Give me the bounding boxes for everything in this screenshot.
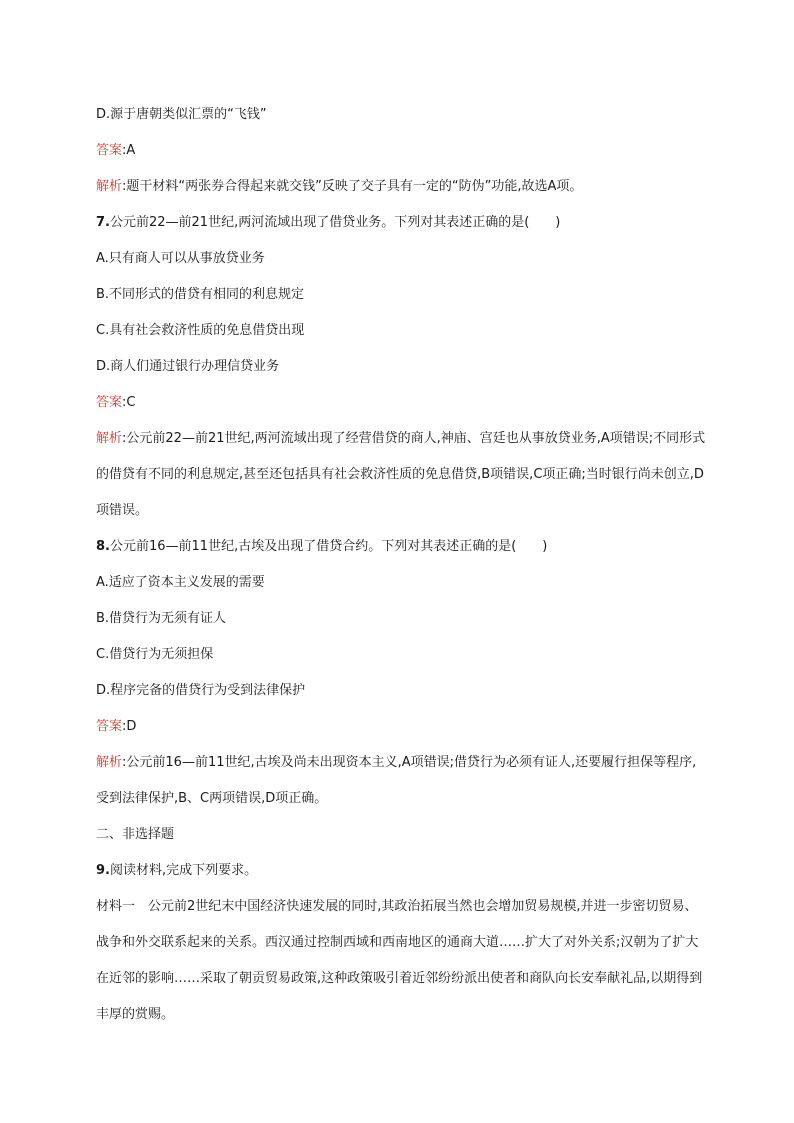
q6-option-d: D.源于唐朝类似汇票的“飞钱” bbox=[96, 107, 267, 122]
question-number: 7. bbox=[96, 215, 110, 230]
q9-question bbox=[96, 862, 706, 880]
q7-analysis bbox=[96, 421, 706, 529]
q7-option-b: B.不同形式的借贷有相同的利息规定 bbox=[96, 287, 305, 302]
analysis-text: :公元前22—前21世纪,两河流域出现了经营借贷的商人,神庙、宫廷也从事放贷业务,A项错误;不同形式的借贷有不同的利息规定,甚至还包括具有社会救济性质的免息借贷,B项错误,C项正确;当时银行尚未创立,D项错误。 bbox=[96, 431, 706, 518]
analysis-text: :题干材料“两张券合得起来就交钱”反映了交子具有一定的“防伪”功能,故选A项。 bbox=[122, 179, 583, 194]
q7-option-d: D.商人们通过银行办理信贷业务 bbox=[96, 359, 280, 374]
q8-option-c: C.借贷行为无须担保 bbox=[96, 647, 214, 662]
q7-option-c: C.具有社会救济性质的免息借贷出现 bbox=[96, 323, 305, 338]
q7-question bbox=[96, 214, 706, 232]
answer-label: 答案 bbox=[96, 143, 123, 158]
analysis-label: 解析 bbox=[96, 755, 123, 770]
q8-option-b: B.借贷行为无须有证人 bbox=[96, 611, 227, 626]
q6-answer bbox=[96, 142, 706, 160]
q9-material-1: 材料一 公元前2世纪末中国经济快速发展的同时,其政治拓展当然也会增加贸易规模,并进一步密切贸易、战争和外交联系起来的关系。西汉通过控制西域和西南地区的通商大道……扩大了对外关系;汉朝为了扩大在近邻的影响……采取了朝贡贸易政策,这种政策吸引着近邻纷纷派出使者和商队向长安奉献礼品,以期得到丰厚的赏赐。 bbox=[96, 899, 703, 1022]
question-number: 8. bbox=[96, 539, 110, 554]
analysis-label: 解析 bbox=[96, 431, 123, 446]
q8-answer bbox=[96, 718, 706, 736]
analysis-label: 解析 bbox=[96, 179, 123, 194]
answer-value: :D bbox=[122, 719, 137, 734]
q8-option-d: D.程序完备的借贷行为受到法律保护 bbox=[96, 683, 306, 698]
q7-option-a: A.只有商人可以从事放贷业务 bbox=[96, 251, 265, 266]
answer-label: 答案 bbox=[96, 395, 123, 410]
question-stem: 公元前16—前11世纪,古埃及出现了借贷合约。下列对其表述正确的是( ) bbox=[109, 539, 548, 554]
answer-value: :C bbox=[122, 395, 136, 410]
answer-label: 答案 bbox=[96, 719, 123, 734]
answer-value: :A bbox=[122, 143, 136, 158]
q7-answer bbox=[96, 394, 706, 412]
q8-option-a: A.适应了资本主义发展的需要 bbox=[96, 575, 265, 590]
q6-analysis bbox=[96, 178, 706, 196]
q8-question bbox=[96, 538, 706, 556]
q8-analysis bbox=[96, 745, 706, 817]
question-stem: 公元前22—前21世纪,两河流域出现了借贷业务。下列对其表述正确的是( ) bbox=[109, 215, 561, 230]
section-title: 二、非选择题 bbox=[96, 827, 175, 842]
question-number: 9. bbox=[96, 863, 110, 878]
analysis-text: :公元前16—前11世纪,古埃及尚未出现资本主义,A项错误;借贷行为必须有证人,还要履行担保等程序,受到法律保护,B、C两项错误,D项正确。 bbox=[96, 755, 697, 806]
question-stem: 阅读材料,完成下列要求。 bbox=[109, 863, 258, 878]
